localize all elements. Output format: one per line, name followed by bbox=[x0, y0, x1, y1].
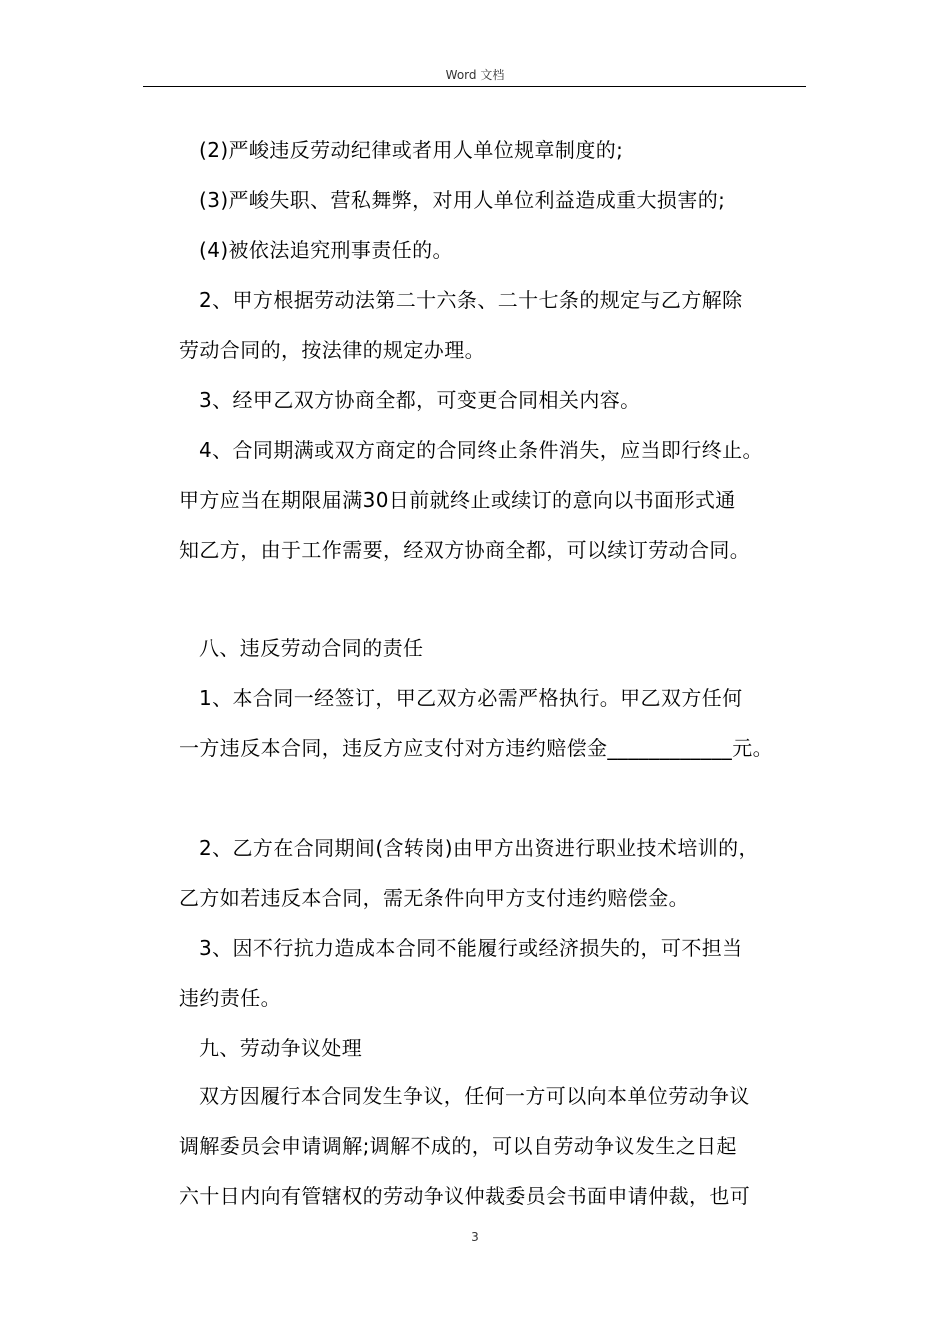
text-line: 违约责任。 bbox=[179, 986, 281, 1010]
text-line: 2、甲方根据劳动法第二十六条、二十七条的规定与乙方解除 bbox=[199, 288, 743, 312]
text-line: 4、合同期满或双方商定的合同终止条件消失，应当即行终止。 bbox=[199, 438, 763, 462]
text-line: 一方违反本合同，违反方应支付对方违约赔偿金____________元。 bbox=[179, 736, 773, 760]
header-divider bbox=[143, 86, 806, 87]
text-line: 2、乙方在合同期间(含转岗)由甲方出资进行职业技术培训的， bbox=[199, 836, 759, 860]
text-line: 甲方应当在期限届满30日前就终止或续订的意向以书面形式通 bbox=[179, 488, 736, 512]
text-line: 双方因履行本合同发生争议，任何一方可以向本单位劳动争议 bbox=[199, 1084, 750, 1108]
page-number: 3 bbox=[471, 1230, 479, 1244]
text-line: 1、本合同一经签订，甲乙双方必需严格执行。甲乙双方任何 bbox=[199, 686, 743, 710]
section-heading: 九、劳动争议处理 bbox=[199, 1036, 363, 1060]
text-line: 劳动合同的，按法律的规定办理。 bbox=[179, 338, 485, 362]
text-line: (2)严峻违反劳动纪律或者用人单位规章制度的; bbox=[199, 138, 624, 162]
section-heading: 八、违反劳动合同的责任 bbox=[199, 636, 424, 660]
text-line: 六十日内向有管辖权的劳动争议仲裁委员会书面申请仲裁，也可 bbox=[179, 1184, 751, 1208]
text-line: 3、经甲乙双方协商全都，可变更合同相关内容。 bbox=[199, 388, 641, 412]
text-line: 3、因不行抗力造成本合同不能履行或经济损失的，可不担当 bbox=[199, 936, 743, 960]
text-line: (4)被依法追究刑事责任的。 bbox=[199, 238, 453, 262]
text-line: (3)严峻失职、营私舞弊，对用人单位利益造成重大损害的; bbox=[199, 188, 726, 212]
text-line: 乙方如若违反本合同，需无条件向甲方支付违约赔偿金。 bbox=[179, 886, 689, 910]
page-header: Word 文档 bbox=[445, 68, 505, 82]
text-line: 知乙方，由于工作需要，经双方协商全都，可以续订劳动合同。 bbox=[179, 538, 751, 562]
text-line: 调解委员会申请调解;调解不成的，可以自劳动争议发生之日起 bbox=[179, 1134, 737, 1158]
